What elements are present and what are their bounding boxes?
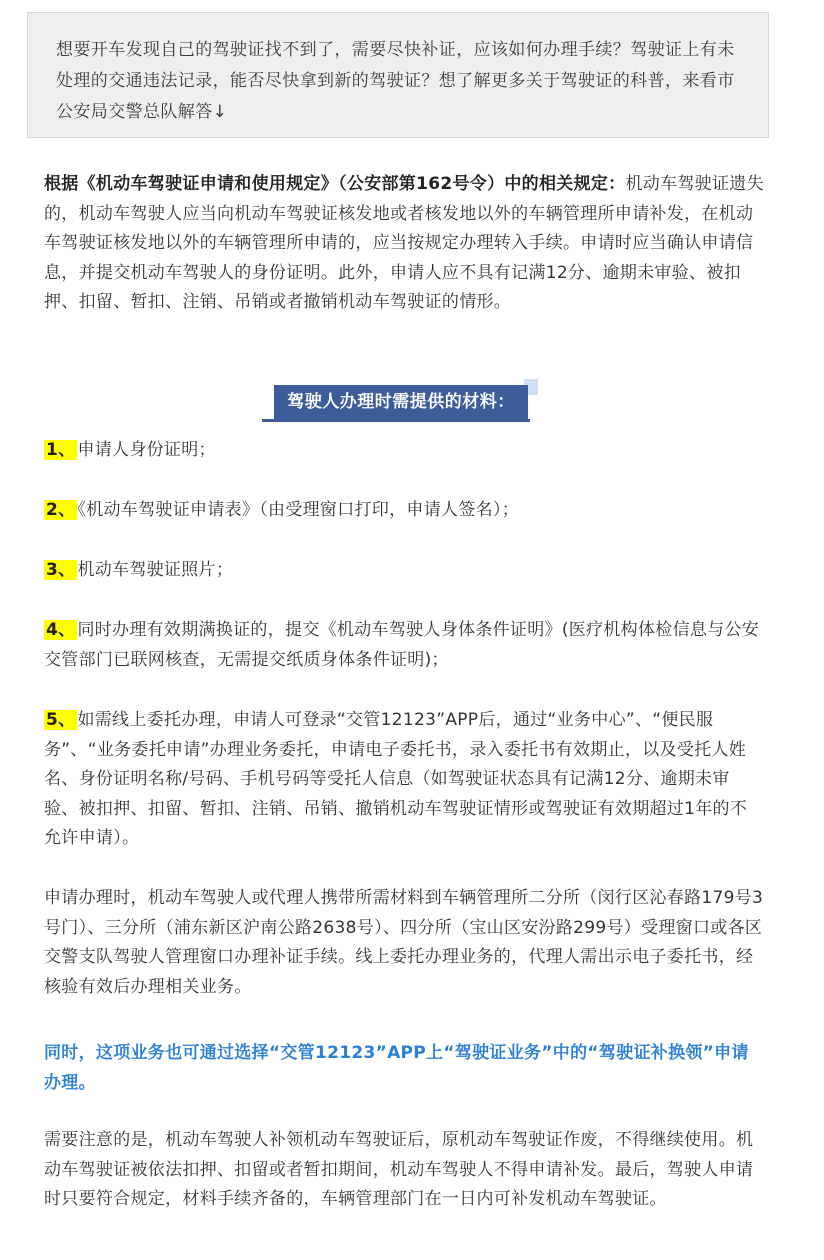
- item-number: 4、: [46, 620, 76, 640]
- section-title: 驾驶人办理时需提供的材料：: [274, 385, 528, 419]
- item-number: 2、: [46, 500, 76, 520]
- item-text: 同时办理有效期满换证的，提交《机动车驾驶人身体条件证明》(医疗机构体检信息与公安交管部门已联网核查，无需提交纸质身体条件证明)；: [44, 620, 760, 670]
- regulation-paragraph: [44, 170, 764, 318]
- regulation-text: 机动车驾驶证遗失的，机动车驾驶人应当向机动车驾驶证核发地或者核发地以外的车辆管理所申请补发，在机动车驾驶证核发地以外的车辆管理所申请的，应当按规定办理转入手续。申请时应当确认申请信息，并提交机动车驾驶人的身份证明。此外，申请人应不具有记满12分、逾期未审验、被扣押、扣留、暂扣、注销、吊销或者撤销机动车驾驶证的情形。: [44, 174, 764, 312]
- item-number: 5、: [46, 710, 76, 730]
- app-note-paragraph: [44, 1038, 764, 1098]
- item-number: 1、: [46, 440, 76, 460]
- regulation-lead: 根据《机动车驾驶证申请和使用规定》（公安部第162号令）中的相关规定：: [44, 174, 626, 194]
- list-item: [44, 616, 764, 675]
- item-number: 3、: [46, 560, 76, 580]
- list-item: [44, 556, 764, 586]
- intro-box: [27, 12, 769, 138]
- notice-paragraph: [44, 1126, 764, 1215]
- procedure-text: 申请办理时，机动车驾驶人或代理人携带所需材料到车辆管理所二分所（闵行区沁春路179号3号门）、三分所（浦东新区沪南公路2638号）、四分所（宝山区安汾路299号）受理窗口或各区交警支队驾驶人管理窗口办理补证手续。线上委托办理业务的，代理人需出示电子委托书，经核验有效后办理相关业务。: [44, 888, 764, 997]
- list-item: [44, 436, 764, 466]
- item-text: 申请人身份证明；: [77, 440, 216, 460]
- heading-underline: [262, 419, 530, 422]
- item-text: 如需线上委托办理，申请人可登录“交管12123”APP后，通过“业务中心”、“便民服务”、“业务委托申请”办理业务委托，申请电子委托书，录入委托书有效期止，以及受托人姓名、身份证明名称/号码、手机号码等受托人信息（如驾驶证状态具有记满12分、逾期未审验、被扣押、扣留、暂扣、注销、吊销、撤销机动车驾驶证情形或驾驶证有效期超过1年的不允许申请）。: [44, 710, 748, 848]
- intro-text: 想要开车发现自己的驾驶证找不到了，需要尽快补证，应该如何办理手续？驾驶证上有未处理的交通违法记录，能否尽快拿到新的驾驶证？想了解更多关于驾驶证的科普，来看市公安局交警总队解答↓: [56, 40, 735, 122]
- item-text: 《机动车驾驶证申请表》（由受理窗口打印，申请人签名）；: [77, 500, 520, 520]
- item-text: 机动车驾驶证照片；: [77, 560, 234, 580]
- list-item: [44, 706, 764, 854]
- section-heading: [262, 385, 530, 421]
- app-note-text: 同时，这项业务也可通过选择“交管12123”APP上“驾驶证业务”中的“驾驶证补换领”申请办理。: [44, 1043, 749, 1093]
- notice-text: 需要注意的是，机动车驾驶人补领机动车驾驶证后，原机动车驾驶证作废，不得继续使用。机动车驾驶证被依法扣押、扣留或者暂扣期间，机动车驾驶人不得申请补发。最后，驾驶人申请时只要符合规定，材料手续齐备的，车辆管理部门在一日内可补发机动车驾驶证。: [44, 1130, 754, 1209]
- procedure-paragraph: [44, 884, 764, 1002]
- list-item: [44, 496, 764, 526]
